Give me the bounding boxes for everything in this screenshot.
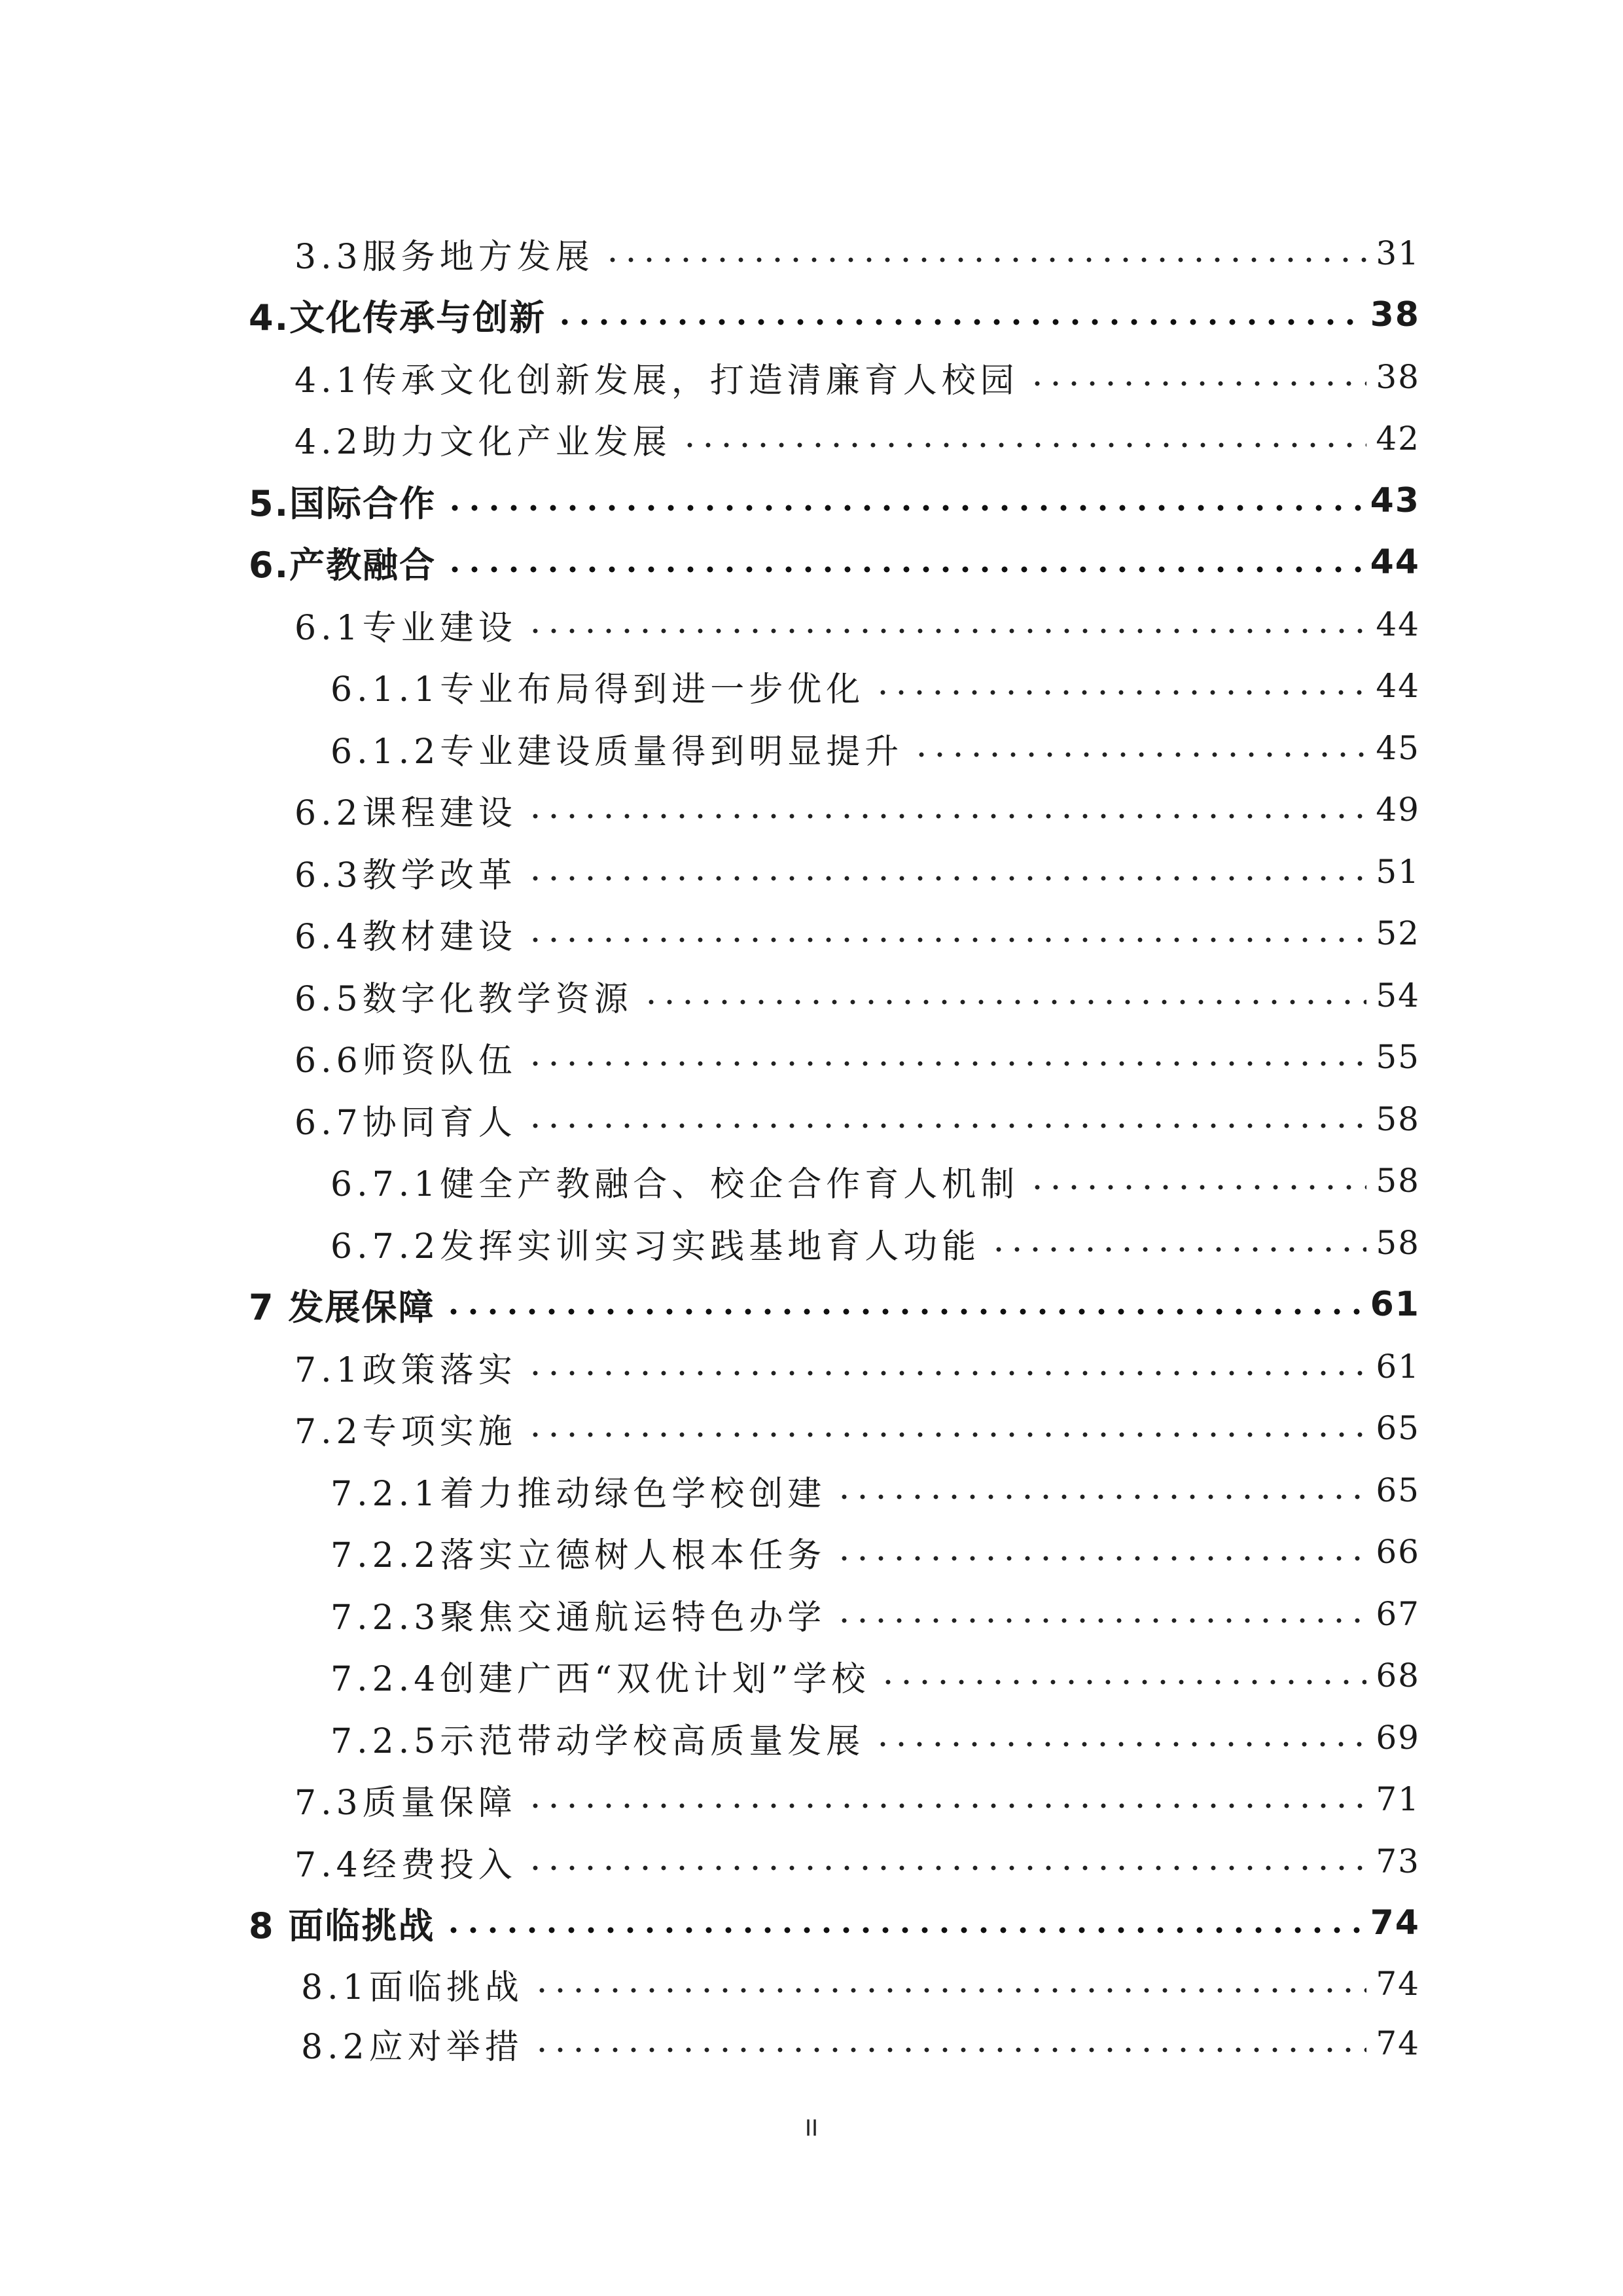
toc-entry-label: 4.1传承文化创新发展，打造清廉育人校园	[294, 361, 1019, 401]
toc-entry[interactable]	[294, 227, 1420, 279]
dot-leader	[874, 1712, 1366, 1764]
toc-entry[interactable]	[330, 1588, 1420, 1640]
toc-entry[interactable]	[294, 1835, 1420, 1888]
toc-entry[interactable]	[301, 1958, 1420, 2010]
dot-leader	[835, 1464, 1366, 1516]
toc-entry-page: 45	[1376, 729, 1420, 767]
dot-leader	[526, 1402, 1367, 1454]
dot-leader	[526, 907, 1367, 960]
page-number: II	[804, 2115, 819, 2142]
toc-entry-label: 6.1专业建设	[294, 608, 517, 648]
toc-entry[interactable]	[330, 1217, 1420, 1269]
dot-leader	[533, 1958, 1367, 2010]
toc-entry[interactable]	[249, 536, 1420, 588]
toc-entry-page: 44	[1376, 667, 1420, 705]
dot-leader	[533, 2017, 1367, 2070]
toc-entry-label: 6.3教学改革	[294, 855, 517, 895]
toc-entry-page: 49	[1376, 791, 1420, 829]
toc-entry-label: 6.产教融合	[249, 544, 437, 586]
toc-entry-label: 8.1面临挑战	[301, 1967, 524, 2007]
toc-entry-label: 6.1.2专业建设质量得到明显提升	[330, 732, 904, 772]
dot-leader	[526, 1340, 1367, 1393]
toc-entry[interactable]	[330, 1712, 1420, 1764]
toc-entry-page: 74	[1376, 1965, 1420, 2003]
dot-leader	[526, 1093, 1367, 1145]
toc-entry[interactable]	[294, 969, 1420, 1022]
toc-entry-page: 55	[1376, 1038, 1420, 1076]
toc-entry-page: 73	[1376, 1842, 1420, 1880]
toc-entry[interactable]	[294, 1093, 1420, 1145]
toc-entry-label: 6.1.1专业布局得到进一步优化	[330, 670, 865, 709]
toc-entry-page: 38	[1370, 295, 1420, 334]
toc-entry-page: 54	[1376, 977, 1420, 1014]
toc-entry-label: 6.7.2发挥实训实习实践基地育人功能	[330, 1227, 981, 1266]
toc-entry-page: 71	[1376, 1780, 1420, 1818]
toc-entry-page: 44	[1376, 605, 1420, 643]
toc-entry[interactable]	[294, 1340, 1420, 1393]
toc-entry-label: 7.2.4创建广西“双优计划”学校	[330, 1659, 870, 1699]
toc-entry[interactable]	[294, 1031, 1420, 1083]
toc-entry[interactable]	[294, 351, 1420, 403]
toc-entry-label: 8 面临挑战	[249, 1905, 435, 1946]
toc-entry-page: 74	[1376, 2024, 1420, 2062]
dot-leader	[555, 289, 1361, 341]
dot-leader	[879, 1649, 1366, 1702]
toc-entry-page: 58	[1376, 1162, 1420, 1200]
toc-entry-page: 61	[1370, 1285, 1420, 1324]
dot-leader	[526, 1031, 1367, 1083]
toc-entry-page: 66	[1376, 1533, 1420, 1571]
dot-leader	[681, 412, 1367, 465]
toc-entry-page: 58	[1376, 1224, 1420, 1262]
toc-entry[interactable]	[330, 1649, 1420, 1702]
toc-entry[interactable]	[330, 1155, 1420, 1207]
dot-leader	[912, 722, 1366, 774]
dot-leader	[603, 227, 1367, 279]
toc-entry[interactable]	[294, 783, 1420, 836]
toc-entry[interactable]	[249, 1897, 1420, 1949]
dot-leader	[642, 969, 1367, 1022]
dot-leader	[835, 1526, 1366, 1578]
dot-leader	[835, 1588, 1366, 1640]
toc-entry-page: 67	[1376, 1595, 1420, 1633]
dot-leader	[526, 598, 1367, 651]
toc-entry-label: 7.4经费投入	[294, 1845, 517, 1885]
toc-entry-page: 65	[1376, 1471, 1420, 1509]
toc-entry[interactable]	[294, 846, 1420, 898]
toc-entry[interactable]	[301, 2017, 1420, 2070]
toc-entry-page: 31	[1376, 234, 1420, 272]
dot-leader	[526, 846, 1367, 898]
toc-entry-label: 6.2课程建设	[294, 793, 517, 833]
toc-entry[interactable]	[330, 722, 1420, 774]
toc-entry-label: 6.7.1健全产教融合、校企合作育人机制	[330, 1164, 1020, 1204]
toc-entry[interactable]	[249, 1278, 1420, 1331]
dot-leader	[444, 1897, 1361, 1949]
toc-entry-label: 6.5数字化教学资源	[294, 979, 633, 1019]
toc-entry-label: 5.国际合作	[249, 482, 437, 524]
toc-entry-page: 61	[1376, 1348, 1420, 1386]
dot-leader	[444, 1278, 1361, 1331]
dot-leader	[526, 1835, 1367, 1888]
toc-entry-page: 65	[1376, 1409, 1420, 1447]
toc-entry-label: 7.2专项实施	[294, 1412, 517, 1452]
dot-leader	[990, 1217, 1366, 1269]
dot-leader	[526, 1773, 1367, 1825]
toc-entry-label: 6.4教材建设	[294, 917, 517, 957]
toc-entry-page: 74	[1370, 1903, 1420, 1943]
toc-entry-label: 6.7协同育人	[294, 1103, 517, 1143]
toc-entry[interactable]	[294, 412, 1420, 465]
toc-entry-page: 44	[1370, 543, 1420, 582]
toc-entry-page: 42	[1376, 420, 1420, 457]
toc-entry[interactable]	[294, 598, 1420, 651]
toc-entry[interactable]	[330, 1464, 1420, 1516]
dot-leader	[445, 536, 1361, 588]
toc-entry[interactable]	[294, 1773, 1420, 1825]
toc-entry-page: 69	[1376, 1719, 1420, 1757]
toc-entry-page: 58	[1376, 1100, 1420, 1138]
toc-entry-label: 6.6师资队伍	[294, 1041, 517, 1081]
toc-entry-label: 7.3质量保障	[294, 1783, 517, 1823]
toc-entry[interactable]	[249, 475, 1420, 527]
toc-entry-label: 7.2.3聚焦交通航运特色办学	[330, 1598, 827, 1638]
toc-entry-label: 7.2.1着力推动绿色学校创建	[330, 1474, 827, 1514]
toc-entry-page: 68	[1376, 1657, 1420, 1695]
dot-leader	[526, 783, 1367, 836]
toc-entry-page: 38	[1376, 358, 1420, 396]
toc-entry-label: 8.2应对举措	[301, 2027, 524, 2067]
toc-entry-label: 7 发展保障	[249, 1286, 435, 1328]
toc-entry-label: 4.2助力文化产业发展	[294, 422, 671, 462]
toc-entry-label: 7.1政策落实	[294, 1350, 517, 1390]
dot-leader	[1028, 351, 1367, 403]
toc-entry-label: 7.2.5示范带动学校高质量发展	[330, 1721, 865, 1761]
toc-entry[interactable]	[330, 660, 1420, 712]
toc-entry-page: 51	[1376, 853, 1420, 891]
dot-leader	[874, 660, 1366, 712]
toc-entry-label: 7.2.2落实立德树人根本任务	[330, 1535, 827, 1575]
dot-leader	[1028, 1155, 1366, 1207]
toc-entry-page: 43	[1370, 481, 1420, 520]
toc-entry-page: 52	[1376, 914, 1420, 952]
toc-entry-label: 3.3服务地方发展	[294, 237, 594, 277]
toc-entry[interactable]	[330, 1526, 1420, 1578]
toc-entry[interactable]	[249, 289, 1420, 341]
toc-entry-label: 4.文化传承与创新	[249, 296, 546, 338]
dot-leader	[445, 475, 1361, 527]
toc-entry[interactable]	[294, 1402, 1420, 1454]
toc-entry[interactable]	[294, 907, 1420, 960]
